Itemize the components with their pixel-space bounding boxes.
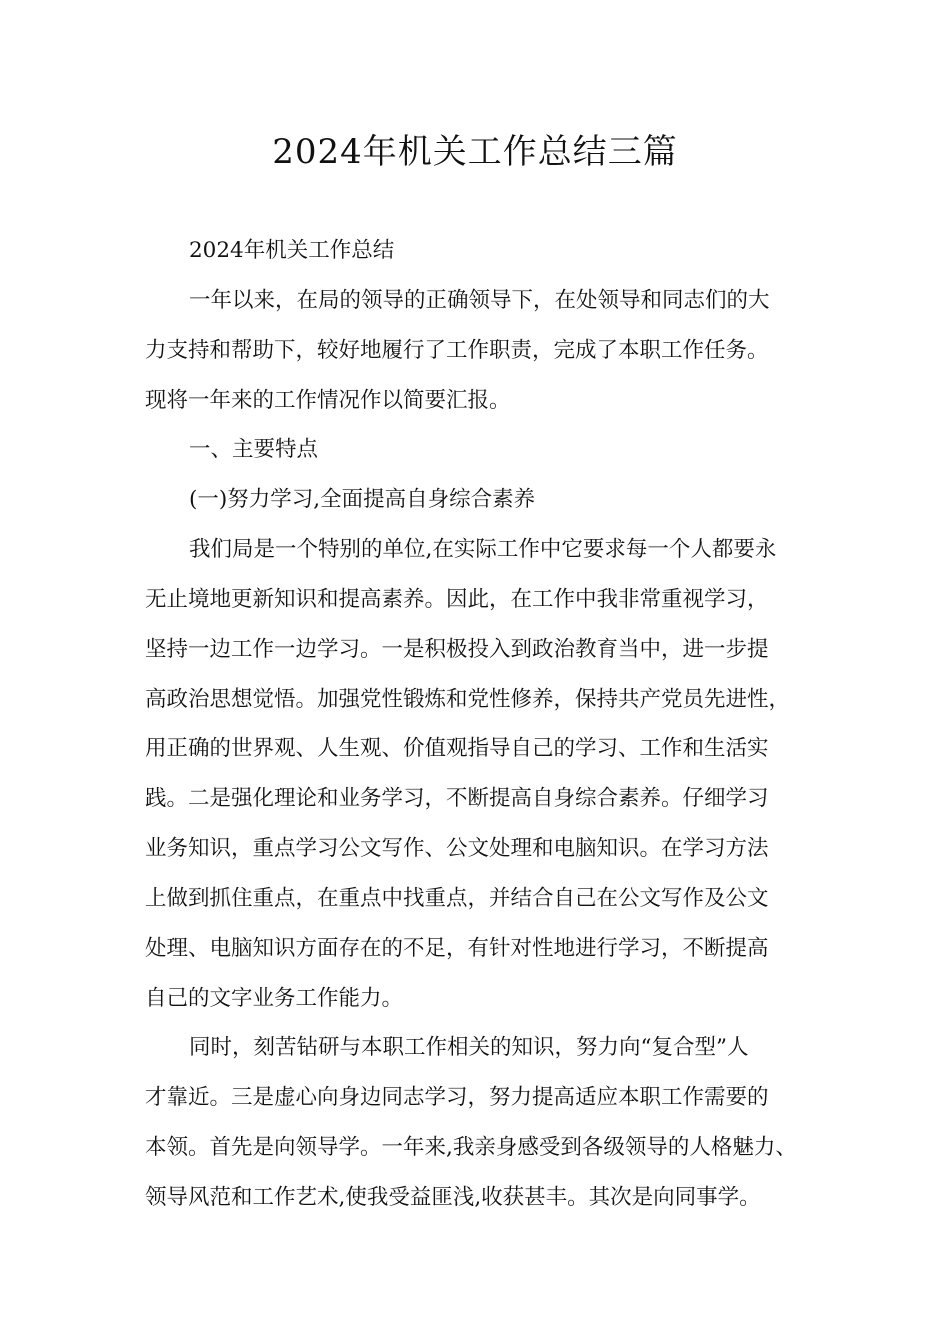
paragraph-line: 力支持和帮助下，较好地履行了工作职责，完成了本职工作任务。 [145, 338, 769, 363]
paragraph-line: 领导风范和工作艺术,使我受益匪浅,收获甚丰。其次是向同事学。 [145, 1185, 761, 1210]
paragraph-line: 践。二是强化理论和业务学习，不断提高自身综合素养。仔细学习 [145, 786, 769, 811]
paragraph-line: 一年以来，在局的领导的正确领导下，在处领导和同志们的大 [189, 288, 770, 313]
paragraph-line: 现将一年来的工作情况作以简要汇报。 [145, 388, 511, 413]
paragraph-line: 同时，刻苦钻研与本职工作相关的知识，努力向“复合型”人 [189, 1035, 749, 1060]
paragraph-line: 自己的文字业务工作能力。 [145, 986, 404, 1011]
paragraph-line: 业务知识，重点学习公文写作、公文处理和电脑知识。在学习方法 [145, 836, 769, 861]
subsection-heading: (一)努力学习,全面提高自身综合素养 [189, 487, 536, 512]
paragraph-line: 高政治思想觉悟。加强党性锻炼和党性修养，保持共产党员先进性， [145, 687, 791, 712]
paragraph-line: 上做到抓住重点，在重点中找重点，并结合自己在公文写作及公文 [145, 886, 769, 911]
paragraph-line: 我们局是一个特别的单位,在实际工作中它要求每一个人都要永 [189, 537, 777, 562]
paragraph-line: 本领。首先是向领导学。一年来,我亲身感受到各级领导的人格魅力、 [145, 1135, 797, 1160]
paragraph-line: 无止境地更新知识和提高素养。因此，在工作中我非常重视学习， [145, 587, 769, 612]
document-title: 2024年机关工作总结三篇 [272, 132, 678, 172]
section-heading: 2024年机关工作总结 [189, 238, 395, 263]
paragraph-line: 处理、电脑知识方面存在的不足，有针对性地进行学习，不断提高 [145, 936, 769, 961]
paragraph-line: 用正确的世界观、人生观、价值观指导自己的学习、工作和生活实 [145, 736, 769, 761]
paragraph-line: 才靠近。三是虚心向身边同志学习，努力提高适应本职工作需要的 [145, 1085, 769, 1110]
paragraph-line: 坚持一边工作一边学习。一是积极投入到政治教育当中，进一步提 [145, 637, 769, 662]
section-heading: 一、主要特点 [189, 437, 319, 462]
